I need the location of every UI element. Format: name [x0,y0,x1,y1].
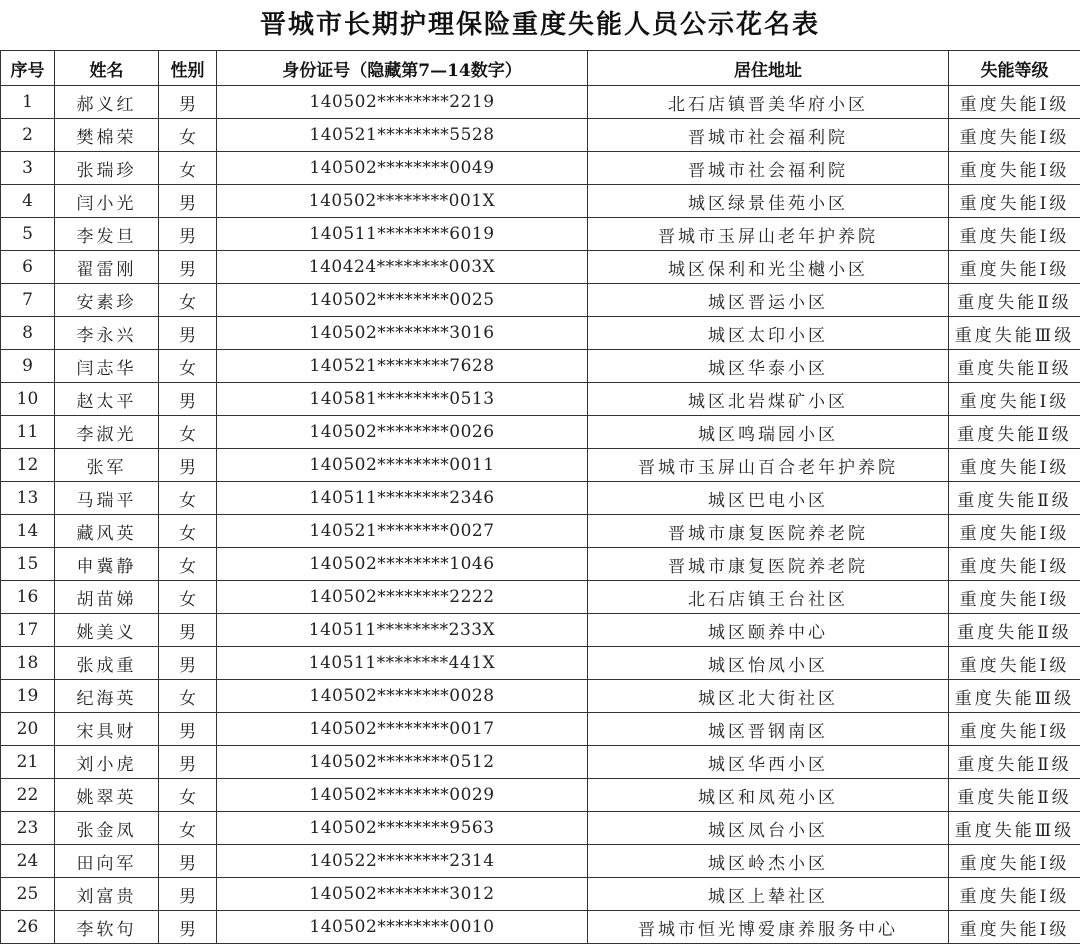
disability-level: 重度失能Ⅰ级 [949,449,1080,482]
person-name: 赵太平 [55,383,159,416]
residence-address: 城区颐养中心 [588,614,949,647]
person-sex: 女 [159,779,217,812]
row-number: 23 [1,812,55,845]
person-name: 樊棉荣 [55,119,159,152]
residence-address: 城区保利和光尘樾小区 [588,251,949,284]
residence-address: 城区华西小区 [588,746,949,779]
residence-address: 城区鸣瑞园小区 [588,416,949,449]
id-number: 140511********233X [217,614,588,647]
person-sex: 女 [159,152,217,185]
person-sex: 女 [159,119,217,152]
disability-level: 重度失能Ⅱ级 [949,746,1080,779]
id-number: 140502********3016 [217,317,588,350]
row-number: 10 [1,383,55,416]
disability-level: 重度失能Ⅱ级 [949,779,1080,812]
person-name: 李发旦 [55,218,159,251]
person-name: 纪海英 [55,680,159,713]
header-level: 失能等级 [949,51,1080,86]
row-number: 1 [1,86,55,119]
residence-address: 晋城市社会福利院 [588,152,949,185]
table-row [1,317,1080,350]
table-row [1,482,1080,515]
roster-body [1,86,1080,944]
row-number: 17 [1,614,55,647]
person-sex: 女 [159,581,217,614]
residence-address: 北石店镇王台社区 [588,581,949,614]
row-number: 15 [1,548,55,581]
residence-address: 北石店镇晋美华府小区 [588,86,949,119]
row-number: 24 [1,845,55,878]
row-number: 26 [1,911,55,944]
row-number: 20 [1,713,55,746]
table-row [1,911,1080,944]
person-name: 张军 [55,449,159,482]
disability-level: 重度失能Ⅲ级 [949,317,1080,350]
row-number: 2 [1,119,55,152]
table-row [1,218,1080,251]
row-number: 7 [1,284,55,317]
table-row [1,812,1080,845]
row-number: 18 [1,647,55,680]
row-number: 11 [1,416,55,449]
id-number: 140502********0025 [217,284,588,317]
disability-level: 重度失能Ⅱ级 [949,614,1080,647]
id-number: 140521********7628 [217,350,588,383]
person-name: 申冀静 [55,548,159,581]
disability-level: 重度失能Ⅰ级 [949,845,1080,878]
person-name: 马瑞平 [55,482,159,515]
person-name: 郝义红 [55,86,159,119]
id-number: 140502********3012 [217,878,588,911]
person-sex: 女 [159,680,217,713]
person-name: 张瑞珍 [55,152,159,185]
table-row [1,185,1080,218]
person-name: 闫小光 [55,185,159,218]
row-number: 8 [1,317,55,350]
person-name: 李淑光 [55,416,159,449]
table-row [1,152,1080,185]
table-row [1,449,1080,482]
residence-address: 城区怡凤小区 [588,647,949,680]
person-sex: 女 [159,416,217,449]
residence-address: 城区晋运小区 [588,284,949,317]
disability-level: 重度失能Ⅰ级 [949,251,1080,284]
person-name: 张成重 [55,647,159,680]
row-number: 14 [1,515,55,548]
row-number: 3 [1,152,55,185]
person-name: 姚美义 [55,614,159,647]
person-sex: 男 [159,449,217,482]
person-name: 藏风英 [55,515,159,548]
header-id: 身份证号（隐藏第7—14数字） [217,51,588,86]
person-sex: 男 [159,86,217,119]
table-row [1,581,1080,614]
id-number: 140502********001X [217,185,588,218]
residence-address: 晋城市康复医院养老院 [588,515,949,548]
disability-level: 重度失能Ⅰ级 [949,581,1080,614]
person-sex: 男 [159,383,217,416]
row-number: 21 [1,746,55,779]
id-number: 140502********0049 [217,152,588,185]
person-sex: 男 [159,218,217,251]
disability-level: 重度失能Ⅱ级 [949,350,1080,383]
table-row [1,647,1080,680]
table-row [1,86,1080,119]
person-sex: 男 [159,317,217,350]
table-row [1,251,1080,284]
disability-level: 重度失能Ⅰ级 [949,218,1080,251]
residence-address: 晋城市恒光博爱康养服务中心 [588,911,949,944]
disability-level: 重度失能Ⅰ级 [949,515,1080,548]
residence-address: 城区晋钢南区 [588,713,949,746]
residence-address: 城区和凤苑小区 [588,779,949,812]
residence-address: 城区巴电小区 [588,482,949,515]
disability-level: 重度失能Ⅱ级 [949,416,1080,449]
row-number: 9 [1,350,55,383]
header-no: 序号 [1,51,55,86]
roster-table [0,50,1080,944]
disability-level: 重度失能Ⅰ级 [949,86,1080,119]
id-number: 140581********0513 [217,383,588,416]
person-name: 刘富贵 [55,878,159,911]
person-sex: 男 [159,251,217,284]
person-sex: 女 [159,548,217,581]
person-sex: 男 [159,185,217,218]
id-number: 140502********0026 [217,416,588,449]
table-row [1,746,1080,779]
id-number: 140521********0027 [217,515,588,548]
id-number: 140502********0029 [217,779,588,812]
person-sex: 男 [159,746,217,779]
row-number: 19 [1,680,55,713]
id-number: 140502********0011 [217,449,588,482]
person-sex: 男 [159,614,217,647]
id-number: 140511********2346 [217,482,588,515]
disability-level: 重度失能Ⅰ级 [949,119,1080,152]
disability-level: 重度失能Ⅲ级 [949,812,1080,845]
person-name: 田向军 [55,845,159,878]
residence-address: 城区岭杰小区 [588,845,949,878]
table-row [1,284,1080,317]
table-row [1,713,1080,746]
id-number: 140521********5528 [217,119,588,152]
row-number: 22 [1,779,55,812]
id-number: 140424********003X [217,251,588,284]
person-sex: 男 [159,845,217,878]
residence-address: 城区北大街社区 [588,680,949,713]
person-name: 张金凤 [55,812,159,845]
row-number: 25 [1,878,55,911]
header-name: 姓名 [55,51,159,86]
header-row [1,51,1080,86]
table-row [1,119,1080,152]
disability-level: 重度失能Ⅱ级 [949,482,1080,515]
person-name: 李软句 [55,911,159,944]
person-name: 翟雷刚 [55,251,159,284]
id-number: 140502********0010 [217,911,588,944]
table-row [1,383,1080,416]
disability-level: 重度失能Ⅰ级 [949,878,1080,911]
id-number: 140511********441X [217,647,588,680]
table-row [1,779,1080,812]
person-name: 姚翠英 [55,779,159,812]
person-name: 闫志华 [55,350,159,383]
id-number: 140502********1046 [217,548,588,581]
residence-address: 城区凤台小区 [588,812,949,845]
residence-address: 城区华泰小区 [588,350,949,383]
residence-address: 城区太印小区 [588,317,949,350]
table-row [1,548,1080,581]
header-sex: 性别 [159,51,217,86]
id-number: 140502********0028 [217,680,588,713]
person-sex: 女 [159,284,217,317]
person-sex: 女 [159,812,217,845]
person-sex: 女 [159,350,217,383]
person-sex: 女 [159,515,217,548]
disability-level: 重度失能Ⅲ级 [949,680,1080,713]
disability-level: 重度失能Ⅰ级 [949,647,1080,680]
disability-level: 重度失能Ⅰ级 [949,548,1080,581]
person-name: 刘小虎 [55,746,159,779]
residence-address: 城区上辇社区 [588,878,949,911]
row-number: 5 [1,218,55,251]
id-number: 140502********2222 [217,581,588,614]
person-sex: 男 [159,911,217,944]
table-row [1,878,1080,911]
page-title: 晋城市长期护理保险重度失能人员公示花名表 [0,0,1080,50]
person-name: 胡苗娣 [55,581,159,614]
id-number: 140502********9563 [217,812,588,845]
person-sex: 女 [159,482,217,515]
person-name: 李永兴 [55,317,159,350]
residence-address: 晋城市社会福利院 [588,119,949,152]
row-number: 13 [1,482,55,515]
residence-address: 晋城市玉屏山老年护养院 [588,218,949,251]
person-sex: 男 [159,878,217,911]
table-row [1,515,1080,548]
row-number: 12 [1,449,55,482]
id-number: 140522********2314 [217,845,588,878]
disability-level: 重度失能Ⅰ级 [949,383,1080,416]
person-sex: 男 [159,647,217,680]
residence-address: 晋城市康复医院养老院 [588,548,949,581]
person-name: 安素珍 [55,284,159,317]
table-row [1,416,1080,449]
id-number: 140502********2219 [217,86,588,119]
id-number: 140502********0512 [217,746,588,779]
id-number: 140511********6019 [217,218,588,251]
residence-address: 晋城市玉屏山百合老年护养院 [588,449,949,482]
table-row [1,614,1080,647]
row-number: 16 [1,581,55,614]
disability-level: 重度失能Ⅰ级 [949,911,1080,944]
disability-level: 重度失能Ⅱ级 [949,284,1080,317]
table-row [1,350,1080,383]
table-row [1,845,1080,878]
residence-address: 城区绿景佳苑小区 [588,185,949,218]
row-number: 6 [1,251,55,284]
header-address: 居住地址 [588,51,949,86]
table-row [1,680,1080,713]
disability-level: 重度失能Ⅰ级 [949,185,1080,218]
disability-level: 重度失能Ⅰ级 [949,713,1080,746]
disability-level: 重度失能Ⅰ级 [949,152,1080,185]
person-sex: 男 [159,713,217,746]
id-number: 140502********0017 [217,713,588,746]
row-number: 4 [1,185,55,218]
residence-address: 城区北岩煤矿小区 [588,383,949,416]
person-name: 宋具财 [55,713,159,746]
